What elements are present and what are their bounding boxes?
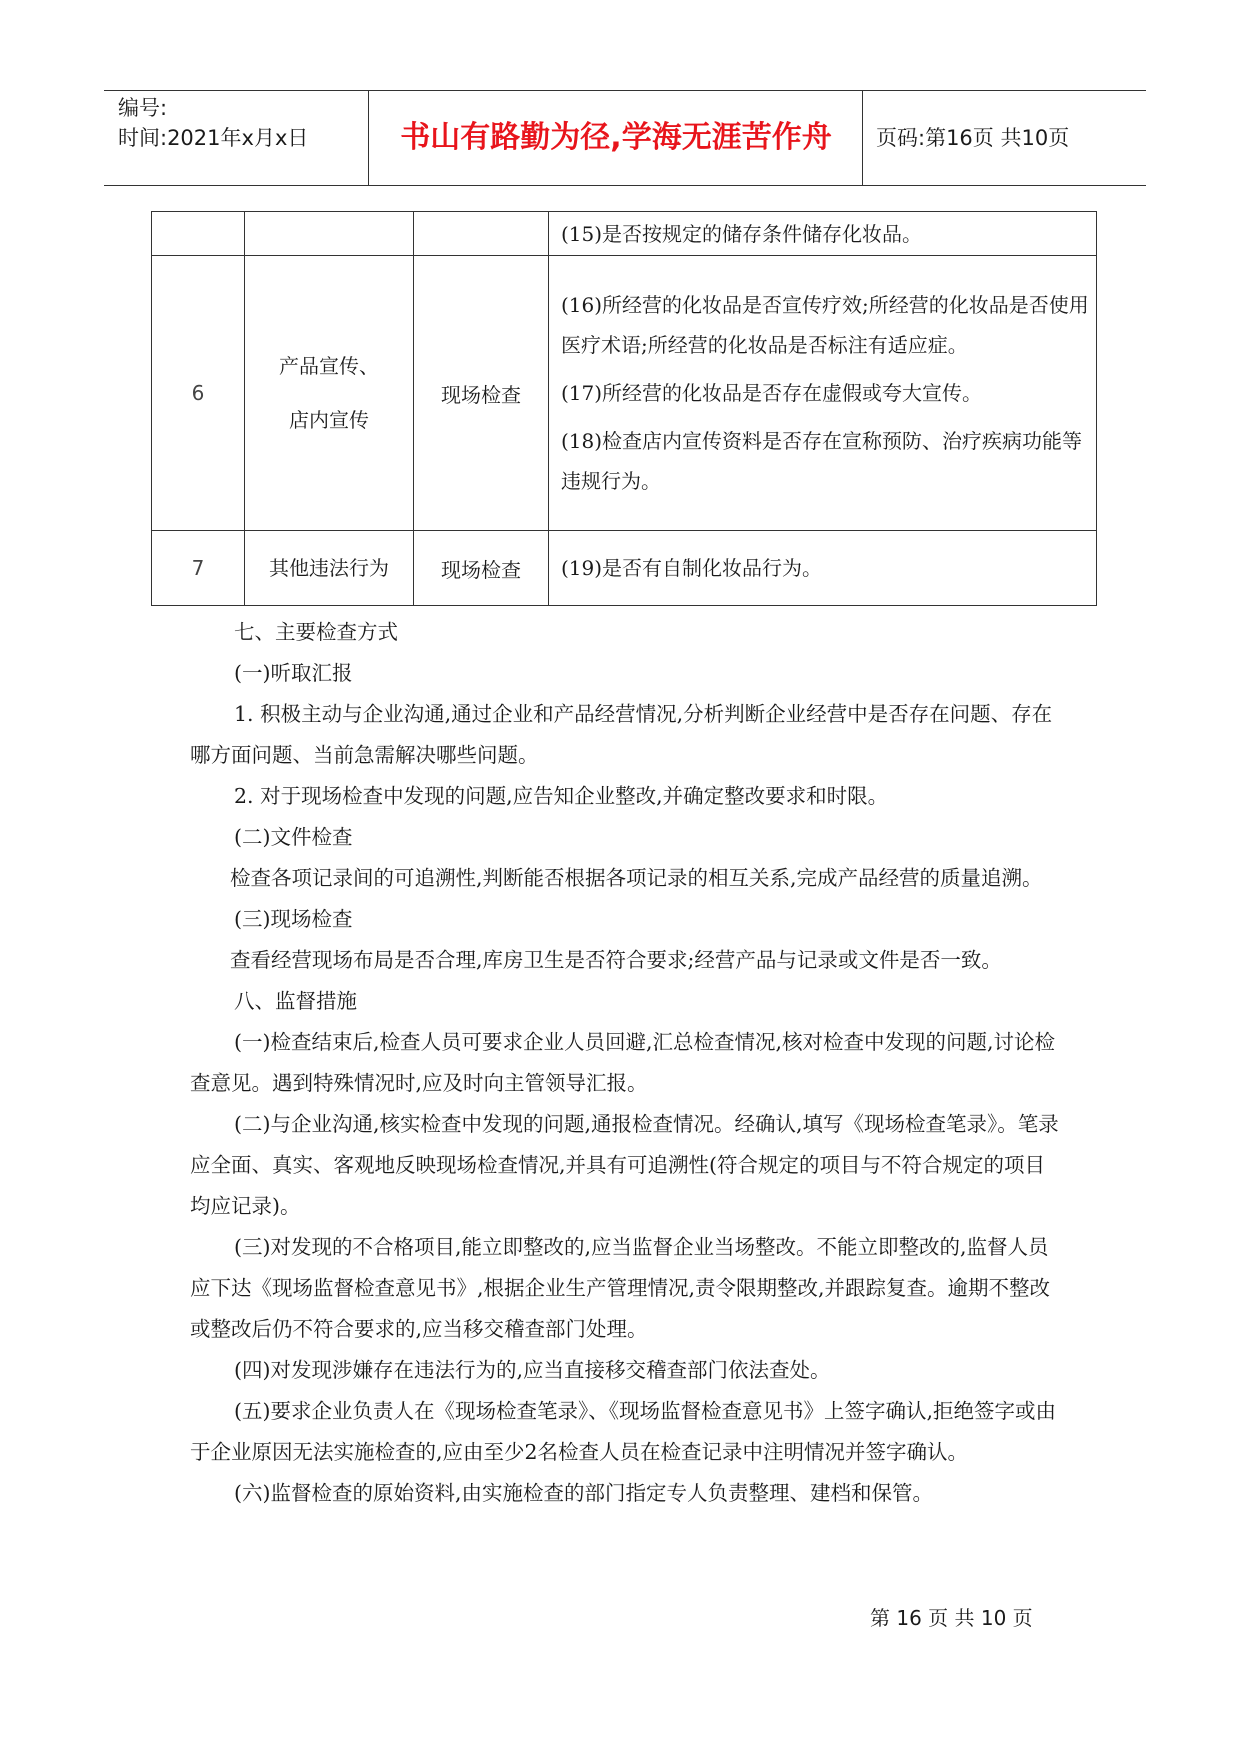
section-heading: 八、监督措施 [234, 989, 357, 1013]
row-number [152, 212, 245, 256]
paragraph: 检查各项记录间的可追溯性,判断能否根据各项记录的相互关系,完成产品经营的质量追溯。 [230, 866, 1043, 890]
paragraph: (五)要求企业负责人在《现场检查笔录》、《现场监督检查意见书》上签字确认,拒绝签字或由于企业原因无法实施检查的,应由至少2名检查人员在检查记录中注明情况并签字确认。 [190, 1399, 1057, 1464]
check-method: 现场检查 [414, 531, 549, 606]
paragraph: 查看经营现场布局是否合理,库房卫生是否符合要求;经营产品与记录或文件是否一致。 [230, 948, 1002, 972]
check-item [245, 256, 414, 531]
table-row [152, 531, 1097, 606]
check-content [549, 256, 1097, 531]
paragraph: 1. 积极主动与企业沟通,通过企业和产品经营情况,分析判断企业经营中是否存在问题、存在哪方面问题、当前急需解决哪些问题。 [190, 702, 1053, 767]
check-item-line: 店内宣传 [289, 408, 369, 432]
check-method: 现场检查 [414, 256, 549, 531]
paragraph: (六)监督检查的原始资料,由实施检查的部门指定专人负责整理、建档和保管。 [234, 1481, 934, 1505]
row-number: 7 [152, 531, 245, 606]
paragraph: (三)对发现的不合格项目,能立即整改的,应当监督企业当场整改。不能立即整改的,监督人员应下达《现场监督检查意见书》,根据企业生产管理情况,责令限期整改,并跟踪复查。逾期不整改或整改后仍不符合要求的,应当移交稽查部门处理。 [190, 1235, 1051, 1341]
header-motto: 书山有路勤为径,学海无涯苦作舟 [400, 120, 832, 155]
page-header [104, 90, 1146, 186]
row-number: 6 [152, 256, 245, 531]
subsection-heading: (二)文件检查 [234, 825, 353, 849]
page-footer: 第 16 页 共 10 页 [870, 1606, 1033, 1630]
document-body [190, 612, 1060, 1514]
header-divider [368, 91, 369, 185]
subsection-heading: (三)现场检查 [234, 907, 353, 931]
check-point: (17)所经营的化妆品是否存在虚假或夸大宣传。 [561, 381, 983, 405]
header-divider [862, 91, 863, 185]
check-method [414, 212, 549, 256]
check-item-line: 产品宣传、 [279, 354, 379, 378]
check-item: 其他违法行为 [245, 531, 414, 606]
check-point: (16)所经营的化妆品是否宣传疗效;所经营的化妆品是否使用医疗术语;所经营的化妆品是否标注有适应症。 [561, 293, 1089, 357]
header-meta [118, 93, 368, 153]
paragraph: (一)检查结束后,检查人员可要求企业人员回避,汇总检查情况,核对检查中发现的问题,讨论检查意见。遇到特殊情况时,应及时向主管领导汇报。 [190, 1030, 1056, 1095]
inspection-table [151, 211, 1097, 606]
doc-number-label: 编号: [118, 96, 168, 120]
header-page-info: 页码:第16页 共10页 [876, 126, 1070, 150]
check-content [549, 531, 1097, 606]
table-row [152, 256, 1097, 531]
check-content [549, 212, 1097, 256]
paragraph: (四)对发现涉嫌存在违法行为的,应当直接移交稽查部门依法查处。 [234, 1358, 831, 1382]
table-row [152, 212, 1097, 256]
subsection-heading: (一)听取汇报 [234, 661, 353, 685]
check-item [245, 212, 414, 256]
paragraph: 2. 对于现场检查中发现的问题,应告知企业整改,并确定整改要求和时限。 [234, 784, 889, 808]
section-heading: 七、主要检查方式 [234, 620, 398, 644]
check-point: (15)是否按规定的储存条件储存化妆品。 [561, 221, 923, 246]
check-point: (18)检查店内宣传资料是否存在宣称预防、治疗疾病功能等违规行为。 [561, 429, 1083, 493]
paragraph: (二)与企业沟通,核实检查中发现的问题,通报检查情况。经确认,填写《现场检查笔录》。笔录应全面、真实、客观地反映现场检查情况,并具有可追溯性(符合规定的项目与不符合规定的项目均应记录)。 [190, 1112, 1059, 1218]
doc-time-label: 时间:2021年x月x日 [118, 126, 309, 150]
check-point: (19)是否有自制化妆品行为。 [561, 556, 823, 580]
